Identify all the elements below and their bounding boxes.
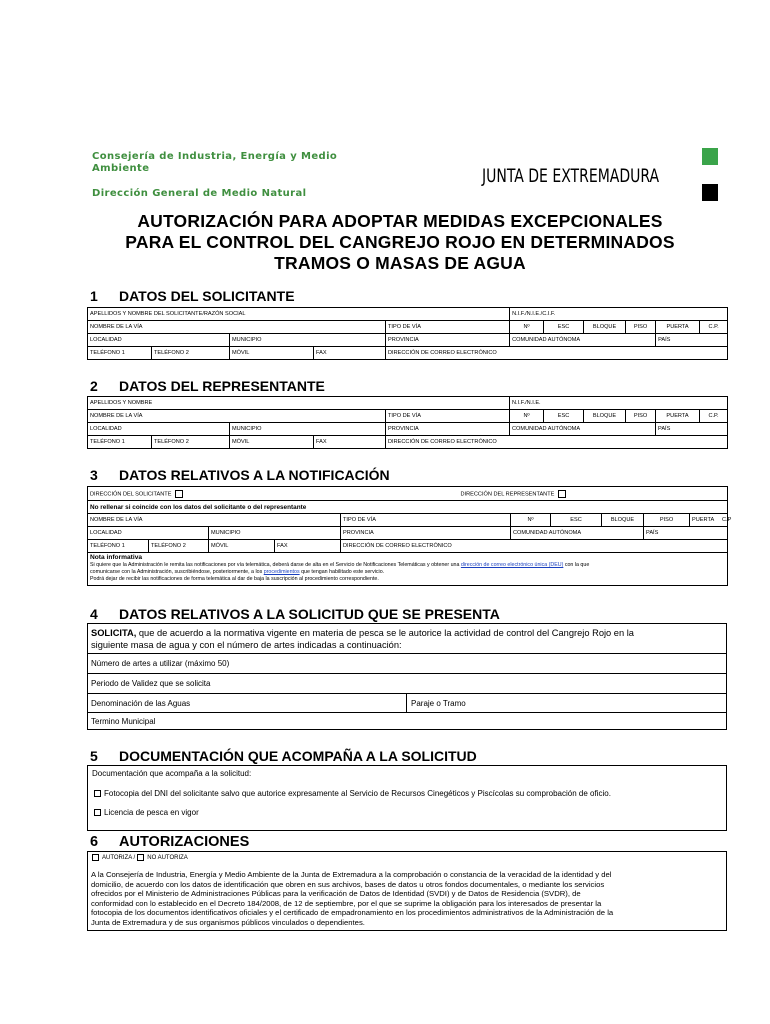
puerta-field[interactable]: PUERTA <box>656 410 700 423</box>
bloque-field[interactable]: BLOQUE <box>584 410 626 423</box>
fill-warning: No rellenar si coincide con los datos del solicitante o del representante <box>88 501 728 514</box>
fax-field[interactable]: FAX <box>275 540 341 553</box>
via-field[interactable]: NOMBRE DE LA VÍA <box>88 410 386 423</box>
direction-name: Dirección General de Medio Natural <box>92 188 307 199</box>
periodo-field[interactable]: Periodo de Validez que se solicita <box>88 674 726 694</box>
pais-field[interactable]: PAÍS <box>644 527 728 540</box>
section-number: 6 <box>90 834 99 850</box>
provincia-field[interactable]: PROVINCIA <box>386 423 510 436</box>
esc-field[interactable]: ESC <box>551 514 602 527</box>
aguas-field[interactable]: Denominación de las Aguas <box>88 694 407 712</box>
cp-field[interactable]: C.P. <box>700 410 728 423</box>
telefono1-field[interactable]: TELÉFONO 1 <box>88 347 152 360</box>
doc-intro: Documentación que acompaña a la solicitud: <box>92 769 252 778</box>
notif-target-representante[interactable] <box>459 487 728 501</box>
section-number: 4 <box>90 606 98 622</box>
section-number: 2 <box>90 378 98 394</box>
checkbox-dni[interactable] <box>94 790 101 797</box>
esc-field[interactable]: ESC <box>544 410 584 423</box>
section-1-heading <box>90 288 295 304</box>
doc-item-licencia[interactable]: Licencia de pesca en vigor <box>92 808 199 817</box>
email-field[interactable]: DIRECCIÓN DE CORREO ELECTRÓNICO <box>386 436 728 449</box>
municipio-field[interactable]: MUNICIPIO <box>209 527 341 540</box>
documentation-box <box>87 765 727 831</box>
section-2-heading <box>90 378 325 394</box>
nota-line1: Si quiere que la Administración le remita las notificaciones por vía telemática, deberá darse de alta en el Servicio de Notificaciones Telemáticas y obtener una dirección de correo electrónico única (DEU) con la que <box>90 562 590 568</box>
via-field[interactable]: NOMBRE DE LA VÍA <box>88 514 341 527</box>
nif-field[interactable]: N.I.F./N.I.E. <box>510 397 728 410</box>
title-line1: AUTORIZACIÓN PARA ADOPTAR MEDIDAS EXCEPCIONALES <box>137 211 663 231</box>
telefono2-field[interactable]: TELÉFONO 2 <box>152 347 230 360</box>
section-6-heading <box>90 834 249 850</box>
nota-line2: comunicarse con la Administración, suscribiéndose, posteriormente, a los procedimientos que tengan habilitado este servicio. <box>90 569 385 575</box>
municipio-field[interactable]: MUNICIPIO <box>230 423 386 436</box>
comunidad-field[interactable]: COMUNIDAD AUTÓNOMA <box>511 527 644 540</box>
puerta-cp-field[interactable] <box>690 514 732 527</box>
request-box <box>87 623 727 730</box>
esc-field[interactable]: ESC <box>544 321 584 334</box>
tipo-via-field[interactable]: TIPO DE VÍA <box>386 410 510 423</box>
bloque-field[interactable]: BLOQUE <box>584 321 626 334</box>
checkbox-no-autoriza[interactable] <box>137 854 144 861</box>
section-number: 1 <box>90 288 98 304</box>
movil-field[interactable]: MÓVIL <box>209 540 275 553</box>
section-title: DATOS DEL REPRESENTANTE <box>119 378 325 394</box>
localidad-field[interactable]: LOCALIDAD <box>88 423 230 436</box>
logo-black-square <box>702 184 718 201</box>
representative-table <box>87 396 728 449</box>
tipo-via-field[interactable]: TIPO DE VÍA <box>386 321 510 334</box>
localidad-field[interactable]: LOCALIDAD <box>88 334 230 347</box>
piso-field[interactable]: PISO <box>644 514 690 527</box>
telefono1-field[interactable]: TELÉFONO 1 <box>88 436 152 449</box>
provincia-field[interactable]: PROVINCIA <box>386 334 510 347</box>
bloque-field[interactable]: BLOQUE <box>602 514 644 527</box>
fax-field[interactable]: FAX <box>314 347 386 360</box>
tipo-via-field[interactable]: TIPO DE VÍA <box>341 514 511 527</box>
page-title <box>80 211 720 274</box>
deu-link[interactable]: dirección de correo electrónico única (DEU) <box>460 562 564 568</box>
numero-field[interactable]: Nº <box>511 514 551 527</box>
nota-informativa <box>88 553 728 586</box>
checkbox-licencia[interactable] <box>94 809 101 816</box>
nota-title: Nota informativa <box>90 554 143 561</box>
piso-field[interactable]: PISO <box>626 321 656 334</box>
agency-name-line2: Ambiente <box>92 163 150 174</box>
section-4-heading <box>90 606 500 622</box>
section-title: AUTORIZACIONES <box>119 834 250 850</box>
autoriza-label: AUTORIZA / <box>102 855 136 862</box>
artes-field[interactable]: Número de artes a utilizar (máximo 50) <box>88 654 726 674</box>
section-title: DATOS RELATIVOS A LA SOLICITUD QUE SE PRESENTA <box>119 606 500 622</box>
junta-logo: JUNTA DE EXTREMADURA <box>482 165 660 187</box>
agency-block <box>92 151 392 200</box>
fax-field[interactable]: FAX <box>314 436 386 449</box>
procedimientos-link[interactable]: procedimientos <box>263 569 300 575</box>
notification-table <box>87 486 732 586</box>
dir-solicitante-label: DIRECCIÓN DEL SOLICITANTE <box>90 490 172 497</box>
checkbox-representante[interactable] <box>558 490 566 498</box>
email-field[interactable]: DIRECCIÓN DE CORREO ELECTRÓNICO <box>386 347 728 360</box>
notif-target-solicitante[interactable] <box>88 487 459 501</box>
pais-field[interactable]: PAÍS <box>656 423 728 436</box>
logo-green-square <box>702 148 718 165</box>
section-title: DOCUMENTACIÓN QUE ACOMPAÑA A LA SOLICITUD <box>119 748 477 764</box>
aguas-paraje-row <box>88 694 726 713</box>
title-line3: TRAMOS O MASAS DE AGUA <box>274 253 526 273</box>
paraje-field[interactable]: Paraje o Tramo <box>411 698 466 708</box>
piso-field[interactable]: PISO <box>626 410 656 423</box>
section-3-heading <box>90 467 390 483</box>
puerta-field[interactable]: PUERTA <box>656 321 700 334</box>
no-autoriza-label: NO AUTORIZA <box>147 855 188 862</box>
section-title: DATOS RELATIVOS A LA NOTIFICACIÓN <box>119 467 390 483</box>
checkbox-solicitante[interactable] <box>175 490 183 498</box>
agency-name-line1: Consejería de Industria, Energía y Medio <box>92 151 338 162</box>
section-number: 3 <box>90 467 98 483</box>
section-title: DATOS DEL SOLICITANTE <box>119 288 295 304</box>
dir-representante-label: DIRECCIÓN DEL REPRESENTANTE <box>460 490 555 497</box>
telefono2-field[interactable]: TELÉFONO 2 <box>149 540 209 553</box>
authorization-text: A la Consejería de Industria, Energía y Medio Ambiente de la Junta de Extremadura a la comprobación o constancia de la veracidad de la identidad y del domicilio, de acuerdo con los datos de identificación que obren en sus archivos, bases de datos u otros fondos documentales, o mediante los servicios ofrecidos por el Ministerio de Administraciones Públicas para la verificación de Datos de Identidad (SVDI) y de Datos de Residencia (SVDR), de conformidad con lo establecido en el Decreto 184/2008, de 12 de septiembre, por el que se suprime la obligación para los interesados de presentar la fotocopia de los documentos identificativos oficiales y el certificado de empadronamiento en los procedimientos administrativos de la Administración de la Junta de Extremadura y de sus organismos públicos vinculados o dependientes. <box>91 870 614 927</box>
numero-field[interactable]: Nº <box>510 321 544 334</box>
comunidad-field[interactable]: COMUNIDAD AUTÓNOMA <box>510 334 656 347</box>
authorization-options <box>90 854 188 861</box>
apellidos-field[interactable]: APELLIDOS Y NOMBRE <box>88 397 510 410</box>
pais-field[interactable]: PAÍS <box>656 334 728 347</box>
checkbox-autoriza[interactable] <box>92 854 99 861</box>
provincia-field[interactable]: PROVINCIA <box>341 527 511 540</box>
solicita-text: SOLICITA, que de acuerdo a la normativa vigente en materia de pesca se le autorice la actividad de control del Cangrejo Rojo en la siguiente masa de agua y con el número de artes indicadas a continuación: <box>88 624 726 654</box>
localidad-field[interactable]: LOCALIDAD <box>88 527 209 540</box>
authorization-box <box>87 851 727 931</box>
doc-item-dni[interactable]: Fotocopia del DNI del solicitante salvo que autorice expresamente al Servicio de Recursos Cinegéticos y Piscícolas su comprobación de oficio. <box>92 789 611 798</box>
apellidos-field[interactable]: APELLIDOS Y NOMBRE DEL SOLICITANTE/RAZÓN SOCIAL <box>88 308 510 321</box>
nif-field[interactable]: N.I.F./N.I.E./C.I.F. <box>510 308 728 321</box>
cp-label: C.P <box>721 517 732 523</box>
section-number: 5 <box>90 748 98 764</box>
municipio-field[interactable]: MUNICIPIO <box>230 334 386 347</box>
title-line2: PARA EL CONTROL DEL CANGREJO ROJO EN DETERMINADOS <box>125 232 675 252</box>
movil-field[interactable]: MÓVIL <box>230 347 314 360</box>
puerta-label: PUERTA <box>692 517 715 523</box>
telefono1-field[interactable]: TELÉFONO 1 <box>88 540 149 553</box>
section-5-heading <box>90 748 477 764</box>
email-field[interactable]: DIRECCIÓN DE CORREO ELECTRÓNICO <box>341 540 728 553</box>
comunidad-field[interactable]: COMUNIDAD AUTÓNOMA <box>510 423 656 436</box>
termino-field[interactable]: Termino Municipal <box>91 717 156 726</box>
cp-field[interactable]: C.P. <box>700 321 728 334</box>
telefono2-field[interactable]: TELÉFONO 2 <box>152 436 230 449</box>
applicant-table <box>87 307 728 360</box>
movil-field[interactable]: MÓVIL <box>230 436 314 449</box>
numero-field[interactable]: Nº <box>510 410 544 423</box>
via-field[interactable]: NOMBRE DE LA VÍA <box>88 321 386 334</box>
nota-line3: Podrá dejar de recibir las notificaciones de forma telemática al dar de baja la suscripción al procedimiento correspondiente. <box>90 576 379 582</box>
